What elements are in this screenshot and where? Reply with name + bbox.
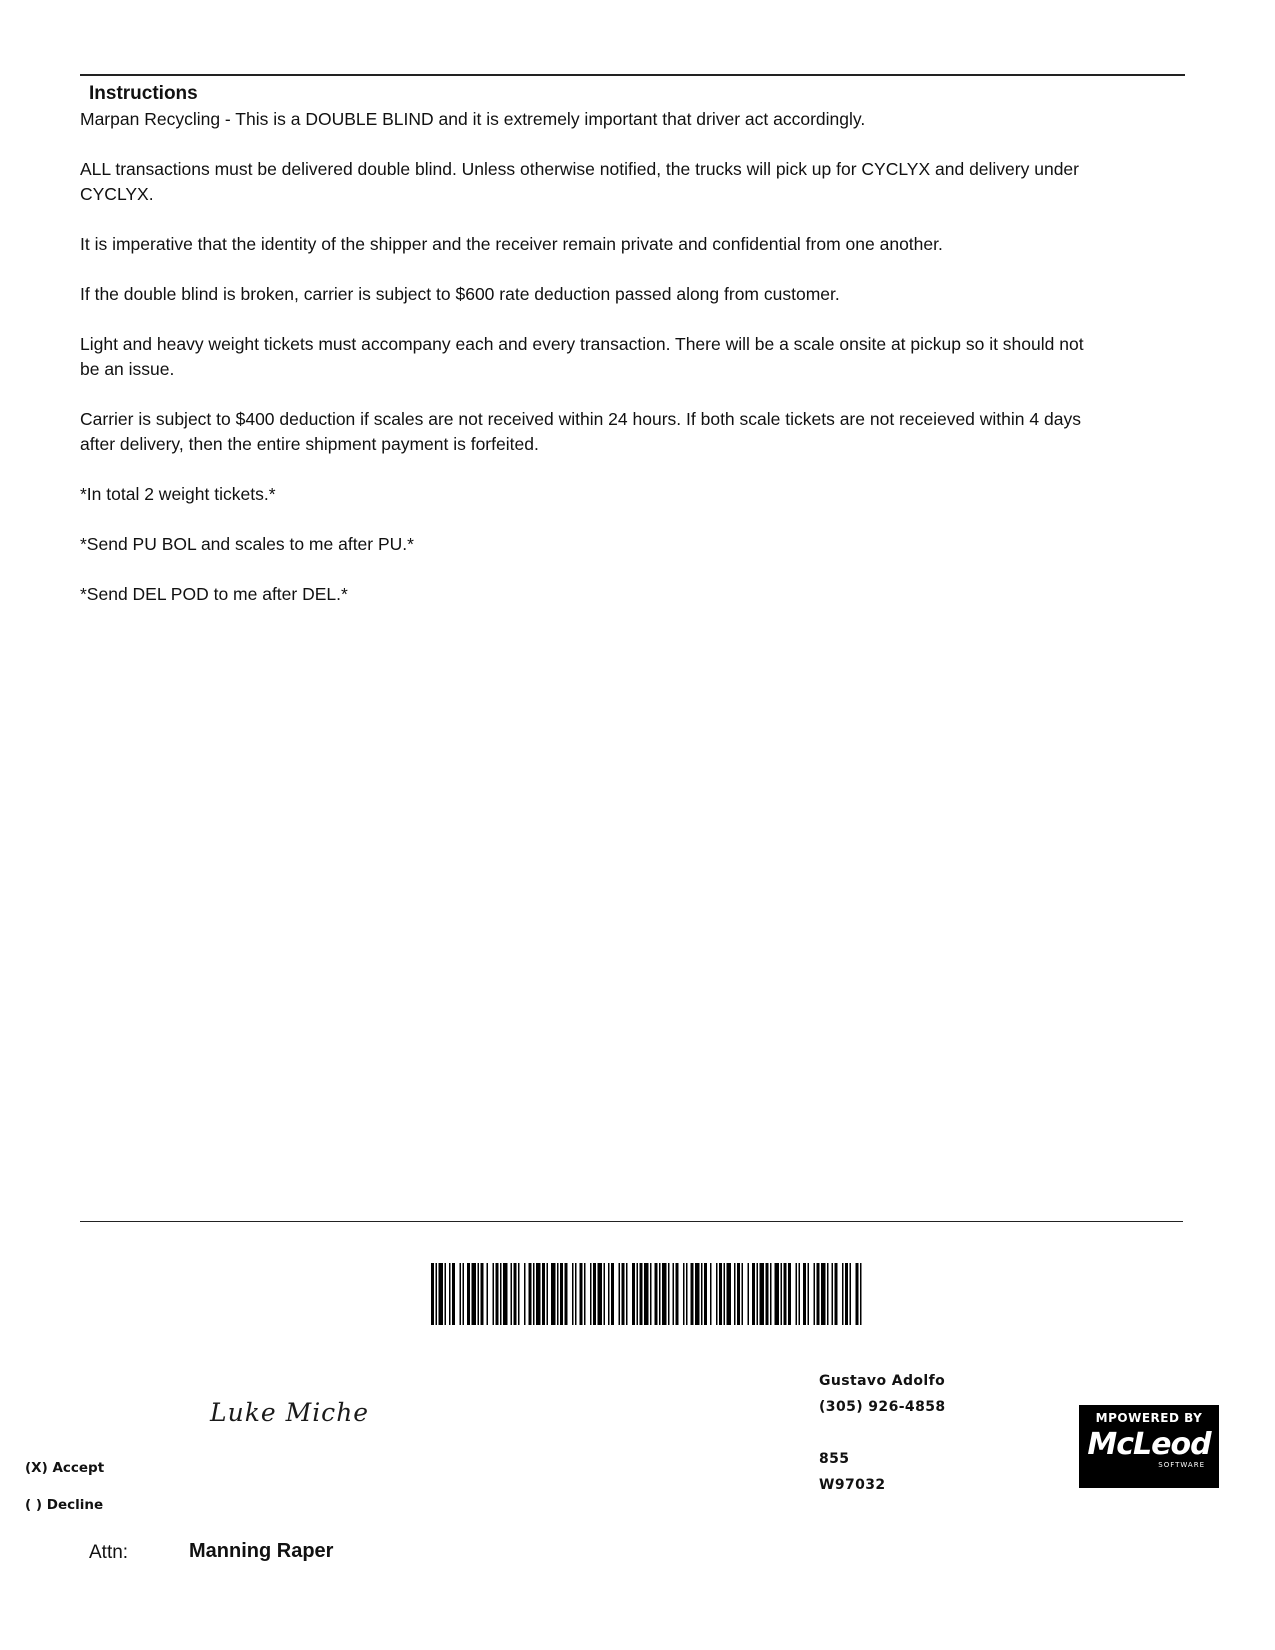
barcode-bar bbox=[593, 1263, 596, 1325]
barcode-bar bbox=[817, 1263, 820, 1325]
barcode-bar bbox=[598, 1263, 603, 1325]
barcode-bar bbox=[673, 1263, 675, 1325]
barcode-bar bbox=[650, 1263, 652, 1325]
instruction-paragraph: If the double blind is broken, carrier is subject to $600 rate deduction passed along from customer. bbox=[80, 284, 840, 304]
contact-phone: (305) 926-4858 bbox=[819, 1399, 946, 1415]
instructions-heading: Instructions bbox=[89, 83, 198, 104]
barcode-bar bbox=[467, 1263, 470, 1325]
instruction-paragraph: Marpan Recycling - This is a DOUBLE BLIND and it is extremely important that driver act accordingly. bbox=[80, 109, 866, 129]
barcode-bar bbox=[487, 1263, 489, 1325]
barcode-bar bbox=[547, 1263, 549, 1325]
barcode-bar bbox=[752, 1263, 755, 1325]
barcode-bar bbox=[533, 1263, 535, 1325]
barcode-bar bbox=[626, 1263, 628, 1325]
barcode-bar bbox=[695, 1263, 700, 1325]
instruction-paragraph: ALL transactions must be delivered double blind. Unless otherwise notified, the trucks will pick up for CYCLYX and delivery under CYCLYX. bbox=[80, 159, 1079, 204]
barcode-bar bbox=[472, 1263, 477, 1325]
barcode-bar bbox=[832, 1263, 834, 1325]
decline-option[interactable]: ( ) Decline bbox=[25, 1497, 104, 1513]
barcode-bar bbox=[734, 1263, 736, 1325]
barcode-bar bbox=[580, 1263, 583, 1325]
barcode-bar bbox=[619, 1263, 621, 1325]
barcode-bar bbox=[659, 1263, 661, 1325]
barcode-bar bbox=[710, 1263, 712, 1325]
mcleod-logo bbox=[1079, 1405, 1219, 1488]
barcode-bar bbox=[496, 1263, 499, 1325]
barcode-bar bbox=[668, 1263, 670, 1325]
barcode-bar bbox=[640, 1263, 643, 1325]
barcode-bar bbox=[551, 1263, 556, 1325]
barcode-bar bbox=[460, 1263, 462, 1325]
barcode-bar bbox=[799, 1263, 801, 1325]
barcode-bar bbox=[584, 1263, 586, 1325]
barcode-bar bbox=[542, 1263, 545, 1325]
instruction-paragraph: Light and heavy weight tickets must accompany each and every transaction. There will be a scale onsite at pickup so it should not be an issue. bbox=[80, 334, 1084, 379]
barcode-bar bbox=[452, 1263, 455, 1325]
barcode-bar bbox=[719, 1263, 722, 1325]
attn-label: Attn: bbox=[89, 1542, 129, 1563]
barcode-bar bbox=[737, 1263, 740, 1325]
barcode-bar bbox=[518, 1263, 520, 1325]
instruction-paragraph: *Send DEL POD to me after DEL.* bbox=[80, 584, 348, 604]
barcode-bar bbox=[827, 1263, 829, 1325]
contact-name: Gustavo Adolfo bbox=[819, 1373, 946, 1389]
barcode-bar bbox=[835, 1263, 838, 1325]
barcode-bar bbox=[500, 1263, 502, 1325]
barcode-bar bbox=[808, 1263, 810, 1325]
barcode-bar bbox=[560, 1263, 563, 1325]
barcode-bar bbox=[662, 1263, 667, 1325]
barcode-bar bbox=[704, 1263, 707, 1325]
instruction-paragraph: Carrier is subject to $400 deduction if scales are not received within 24 hours. If both scale tickets are not receieved within 4 days after delivery, then the entire shipment payment is forfeited. bbox=[80, 409, 1081, 454]
barcode-bar bbox=[481, 1263, 484, 1325]
barcode-bar bbox=[449, 1263, 451, 1325]
barcode-bar bbox=[608, 1263, 610, 1325]
barcode-bar bbox=[850, 1263, 852, 1325]
barcode-bar bbox=[436, 1263, 438, 1325]
instruction-paragraph: It is imperative that the identity of the shipper and the receiver remain private and confidential from one another. bbox=[80, 234, 943, 254]
barcode-bar bbox=[686, 1263, 688, 1325]
logo-subtitle: SOFTWARE bbox=[1158, 1461, 1205, 1469]
barcode-bar bbox=[842, 1263, 844, 1325]
barcode-bar bbox=[565, 1263, 568, 1325]
barcode-bar bbox=[622, 1263, 625, 1325]
barcode-bar bbox=[493, 1263, 495, 1325]
barcode-bar bbox=[676, 1263, 679, 1325]
barcode-bar bbox=[632, 1263, 635, 1325]
barcode-bar bbox=[856, 1263, 859, 1325]
barcode-bar bbox=[511, 1263, 513, 1325]
barcode-bar bbox=[770, 1263, 772, 1325]
barcode-bar bbox=[691, 1263, 694, 1325]
barcode-bar bbox=[821, 1263, 826, 1325]
barcode-bar bbox=[796, 1263, 798, 1325]
barcode-bar bbox=[557, 1263, 559, 1325]
barcode-bar bbox=[748, 1263, 750, 1325]
barcode-bar bbox=[431, 1263, 434, 1325]
barcode-bar bbox=[644, 1263, 649, 1325]
signature: Luke Miche bbox=[210, 1398, 370, 1427]
barcode-bar bbox=[575, 1263, 577, 1325]
barcode-bar bbox=[760, 1263, 765, 1325]
barcode-bar bbox=[536, 1263, 541, 1325]
barcode-bar bbox=[590, 1263, 592, 1325]
barcode-bar bbox=[445, 1263, 447, 1325]
barcode-bar bbox=[529, 1263, 532, 1325]
barcode-graphic bbox=[431, 1263, 863, 1325]
bottom-divider bbox=[80, 1221, 1183, 1222]
barcode-bar bbox=[611, 1263, 614, 1325]
barcode-bar bbox=[655, 1263, 658, 1325]
barcode-bar bbox=[572, 1263, 574, 1325]
barcode-bar bbox=[524, 1263, 526, 1325]
barcode-bar bbox=[742, 1263, 744, 1325]
accept-option[interactable]: (X) Accept bbox=[25, 1460, 105, 1476]
barcode-bar bbox=[803, 1263, 806, 1325]
instruction-paragraph: *In total 2 weight tickets.* bbox=[80, 484, 276, 504]
barcode-bar bbox=[716, 1263, 718, 1325]
barcode-bar bbox=[860, 1263, 862, 1325]
attn-name: Manning Raper bbox=[189, 1540, 334, 1562]
barcode-bar bbox=[701, 1263, 703, 1325]
barcode-bar bbox=[604, 1263, 606, 1325]
barcode-bar bbox=[781, 1263, 783, 1325]
barcode-bar bbox=[727, 1263, 732, 1325]
barcode-bar bbox=[637, 1263, 639, 1325]
barcode-bar bbox=[503, 1263, 508, 1325]
barcode-bar bbox=[775, 1263, 780, 1325]
top-divider bbox=[80, 74, 1185, 76]
barcode bbox=[431, 1263, 863, 1325]
barcode-bar bbox=[724, 1263, 726, 1325]
contact-reference: W97032 bbox=[819, 1477, 886, 1493]
barcode-bar bbox=[683, 1263, 685, 1325]
barcode-bar bbox=[845, 1263, 848, 1325]
barcode-bar bbox=[814, 1263, 816, 1325]
contact-code: 855 bbox=[819, 1451, 850, 1467]
instruction-paragraph: *Send PU BOL and scales to me after PU.* bbox=[80, 534, 414, 554]
barcode-bar bbox=[788, 1263, 791, 1325]
barcode-bar bbox=[514, 1263, 517, 1325]
logo-powered-by: MPOWERED BY bbox=[1095, 1411, 1203, 1425]
instructions-body bbox=[80, 107, 1090, 632]
barcode-bar bbox=[784, 1263, 787, 1325]
barcode-bar bbox=[478, 1263, 480, 1325]
barcode-bar bbox=[463, 1263, 465, 1325]
barcode-bar bbox=[766, 1263, 769, 1325]
barcode-bar bbox=[439, 1263, 444, 1325]
barcode-bar bbox=[757, 1263, 759, 1325]
logo-wordmark: McLeod bbox=[1087, 1427, 1211, 1462]
